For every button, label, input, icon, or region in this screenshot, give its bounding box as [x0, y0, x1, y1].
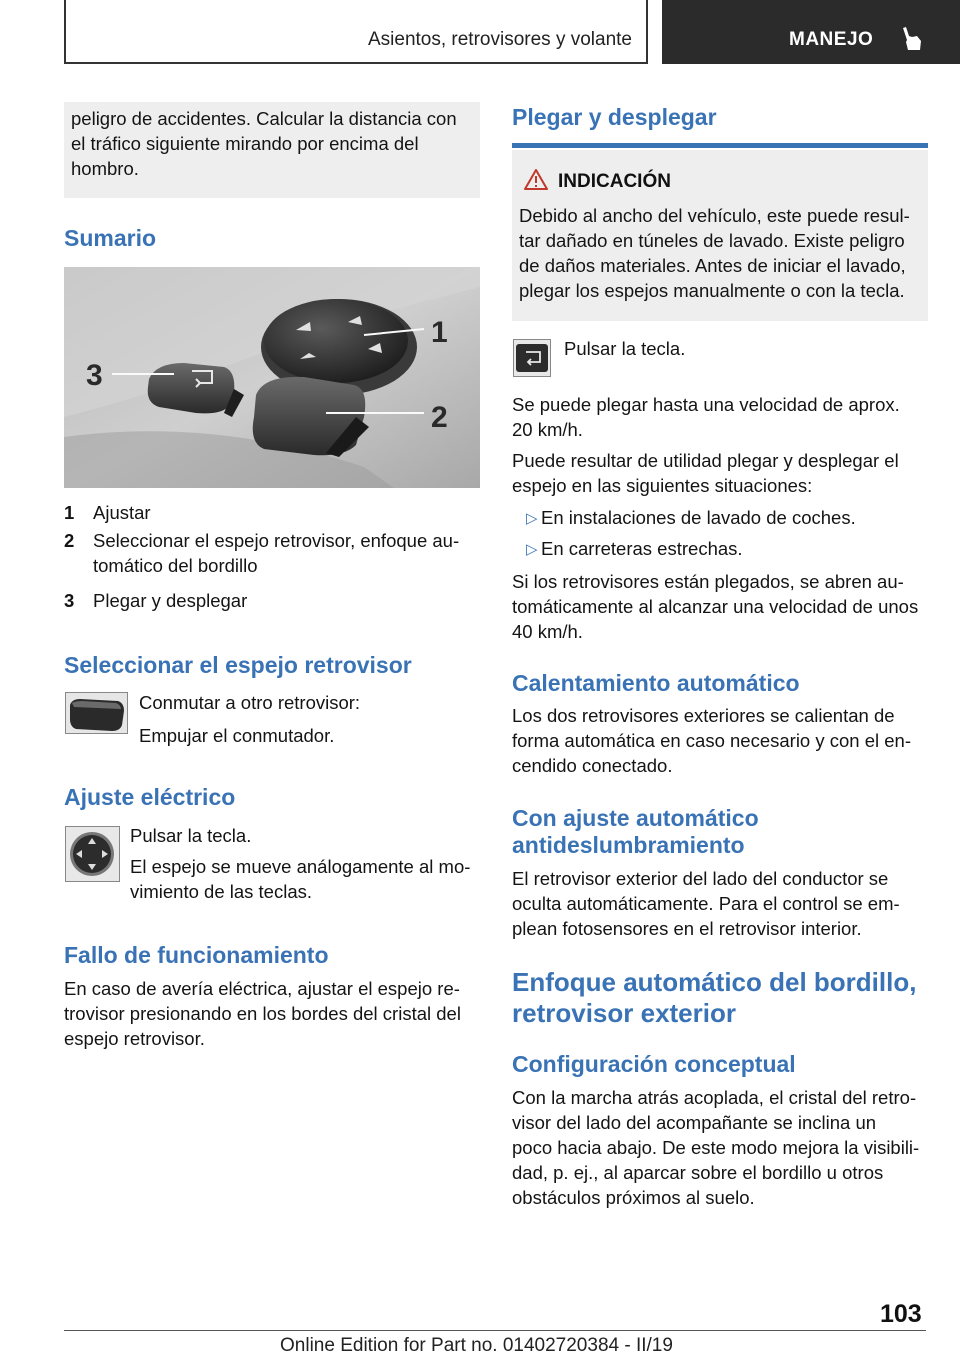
concept-text: poco hacia abajo. De este modo mejora la visibili-: [512, 1137, 920, 1158]
concept-text: obstáculos próximos al suelo.: [512, 1187, 755, 1208]
fold-heading: Plegar y desplegar: [512, 104, 717, 130]
warning-text: tar dañado en túneles de lavado. Existe peligro: [519, 230, 905, 251]
figure-label-2: 2: [431, 401, 448, 434]
intro-line: hombro.: [71, 158, 139, 179]
mirror-control-figure: [64, 267, 480, 488]
antiglare-heading: Con ajuste automático: [512, 805, 759, 831]
concept-text: dad, p. ej., al aparcar sobre el bordillo u otros: [512, 1162, 884, 1183]
useful-text: Puede resultar de utilidad plegar y desplegar el: [512, 450, 899, 471]
heading-rule: [512, 143, 928, 148]
failure-text: espejo retrovisor.: [64, 1028, 205, 1049]
header-section-tab: [64, 0, 648, 64]
select-mirror-text: Conmutar a otro retrovisor:: [139, 692, 361, 713]
warning-text: de daños materiales. Antes de iniciar el lavado,: [519, 255, 906, 276]
curb-heading: retrovisor exterior: [512, 998, 736, 1028]
antiglare-text: plean fotosensores en el retrovisor interior.: [512, 918, 862, 939]
warning-triangle-icon: [524, 169, 548, 195]
unfold-text: tomáticamente al alcanzar una velocidad de unos: [512, 596, 919, 617]
sumario-heading: Sumario: [64, 225, 157, 251]
heating-text: cendido conectado.: [512, 755, 673, 776]
warning-note-box: [512, 150, 928, 321]
adjust-text: Pulsar la tecla.: [130, 825, 252, 846]
adjust-knob-icon: [65, 826, 120, 882]
bullet-list: [512, 505, 928, 567]
intro-line: peligro de accidentes. Calcular la distancia con: [71, 108, 457, 129]
header-chapter-tab: [662, 0, 960, 64]
failure-text: En caso de avería eléctrica, ajustar el espejo re-: [64, 978, 460, 999]
mirror-selector-key-icon: [65, 692, 128, 734]
header-section-title: Asientos, retrovisores y volante: [367, 29, 632, 50]
legend-text: tomático del bordillo: [93, 555, 258, 576]
list-item: ▷ En carreteras estrechas.: [512, 536, 928, 567]
heating-heading: Calentamiento automático: [512, 670, 800, 696]
warning-text: Debido al ancho del vehículo, este puede resul-: [519, 205, 910, 226]
antiglare-heading: antideslumbramiento: [512, 832, 745, 858]
intro-line: el tráfico siguiente mirando por encima del: [71, 133, 419, 154]
figure-label-3: 3: [86, 359, 103, 392]
unfold-text: Si los retrovisores están plegados, se abren au-: [512, 571, 904, 592]
speed-text: Se puede plegar hasta una velocidad de aprox.: [512, 394, 900, 415]
concept-text: visor del lado del acompañante se inclina un: [512, 1112, 877, 1133]
warning-text: plegar los espejos manualmente o con la tecla.: [519, 280, 905, 301]
failure-text: trovisor presionando en los bordes del cristal del: [64, 1003, 461, 1024]
adjust-text: vimiento de las teclas.: [130, 881, 313, 902]
legend-text: Seleccionar el espejo retrovisor, enfoque au-: [93, 530, 460, 551]
concept-text: Con la marcha atrás acoplada, el cristal del retro-: [512, 1087, 917, 1108]
legend-number: 1: [64, 502, 75, 523]
footer-rule: [64, 1330, 926, 1331]
legend-number: 2: [64, 530, 75, 551]
legend-text: Plegar y desplegar: [93, 590, 248, 611]
useful-text: espejo en las siguientes situaciones:: [512, 475, 813, 496]
warning-title: INDICACIÓN: [558, 171, 671, 192]
antiglare-text: El retrovisor exterior del lado del conductor se: [512, 868, 889, 889]
triangle-bullet-icon: ▷: [526, 541, 538, 558]
heating-text: Los dos retrovisores exteriores se calientan de: [512, 705, 895, 726]
adjust-text: El espejo se mueve análogamente al mo-: [130, 856, 471, 877]
heating-text: forma automática en caso necesario y con el en-: [512, 730, 911, 751]
press-key-text: Pulsar la tecla.: [564, 338, 686, 359]
triangle-bullet-icon: ▷: [526, 510, 538, 527]
select-mirror-text: Empujar el conmutador.: [139, 725, 335, 746]
electric-adjust-heading: Ajuste eléctrico: [64, 784, 236, 810]
legend-number: 3: [64, 590, 75, 611]
legend-text: Ajustar: [93, 502, 151, 523]
footer-edition: Online Edition for Part no. 01402720384 - II/19: [280, 1335, 673, 1356]
concept-heading: Configuración conceptual: [512, 1051, 796, 1077]
intro-note-box: [64, 102, 480, 198]
select-mirror-heading: Seleccionar el espejo retrovisor: [64, 652, 412, 678]
header-chapter-title: MANEJO: [789, 29, 874, 50]
antiglare-text: oculta automáticamente. Para el control se em-: [512, 893, 900, 914]
speed-text: 20 km/h.: [512, 419, 583, 440]
unfold-text: 40 km/h.: [512, 621, 583, 642]
failure-heading: Fallo de funcionamiento: [64, 942, 329, 968]
fold-key-icon: [513, 339, 551, 377]
curb-heading: Enfoque automático del bordillo,: [512, 967, 917, 997]
steering-hand-icon: [898, 24, 922, 57]
legend-list: [64, 500, 480, 616]
figure-label-1: 1: [431, 316, 448, 349]
list-item: ▷ En instalaciones de lavado de coches.: [512, 505, 928, 536]
page-number: 103: [880, 1300, 922, 1328]
